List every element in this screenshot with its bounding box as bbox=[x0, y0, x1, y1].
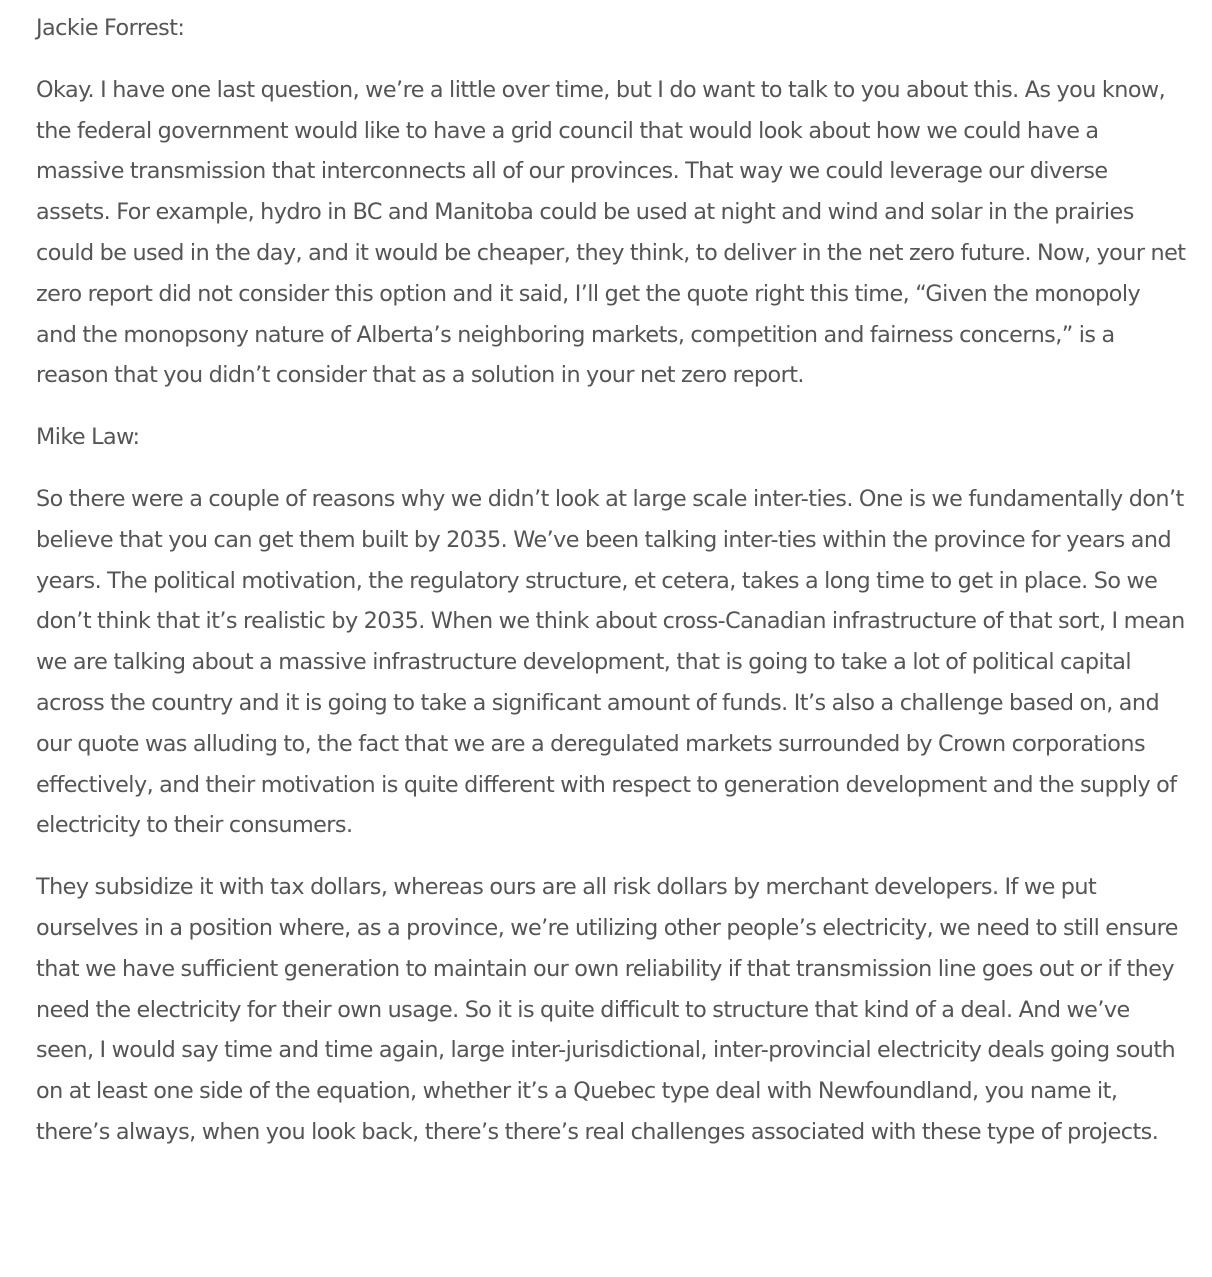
transcript-paragraph: So there were a couple of reasons why we didn’t look at large scale inter-ties. One is we fundamentally don’t believe that you can get them built by 2035. We’ve been talking inter-ties within the province for years and years. The political motivation, the regulatory structure, et cetera, takes a long time to get in place. So we don’t think that it’s realistic by 2035. When we think about cross-Canadian infrastructure of that sort, I mean we are talking about a massive infrastructure development, that is going to take a lot of political capital across the country and it is going to take a significant amount of funds. It’s also a challenge based on, and our quote was alluding to, the fact that we are a deregulated markets surrounded by Crown corporations effectively, and their motivation is quite different with respect to generation development and the supply of electricity to their consumers. bbox=[36, 485, 1185, 839]
speaker-name: Mike Law: bbox=[36, 424, 140, 451]
transcript-paragraph: They subsidize it with tax dollars, whereas ours are all risk dollars by merchant developers. If we put ourselves in a position where, as a province, we’re utilizing other people’s electricity, we need to still ensure that we have sufficient generation to maintain our own reliability if that transmission line goes out or if they need the electricity for their own usage. So it is quite difficult to structure that kind of a deal. And we’ve seen, I would say time and time again, large inter-jurisdictional, inter-provincial electricity deals going south on at least one side of the equation, whether it’s a Quebec type deal with Newfoundland, you name it, there’s always, when you look back, there’s there’s real challenges associated with these type of projects. bbox=[36, 874, 1178, 1145]
speaker-name: Jackie Forrest: bbox=[36, 15, 185, 41]
transcript-paragraph: Okay. I have one last question, we’re a little over time, but I do want to talk to you about this. As you know, the federal government would like to have a grid council that would look about how we could have a massive transmission that interconnects all of our provinces. That way we could leverage our diverse assets. For example, hydro in BC and Manitoba could be used at night and wind and solar in the prairies could be used in the day, and it would be cheaper, they think, to deliver in the net zero future. Now, your net zero report did not consider this option and it said, I’ll get the quote right this time, “Given the monopoly and the monopsony nature of Alberta’s neighboring markets, competition and fairness concerns,” is a reason that you didn’t consider that as a solution in your net zero report. bbox=[36, 76, 1186, 389]
